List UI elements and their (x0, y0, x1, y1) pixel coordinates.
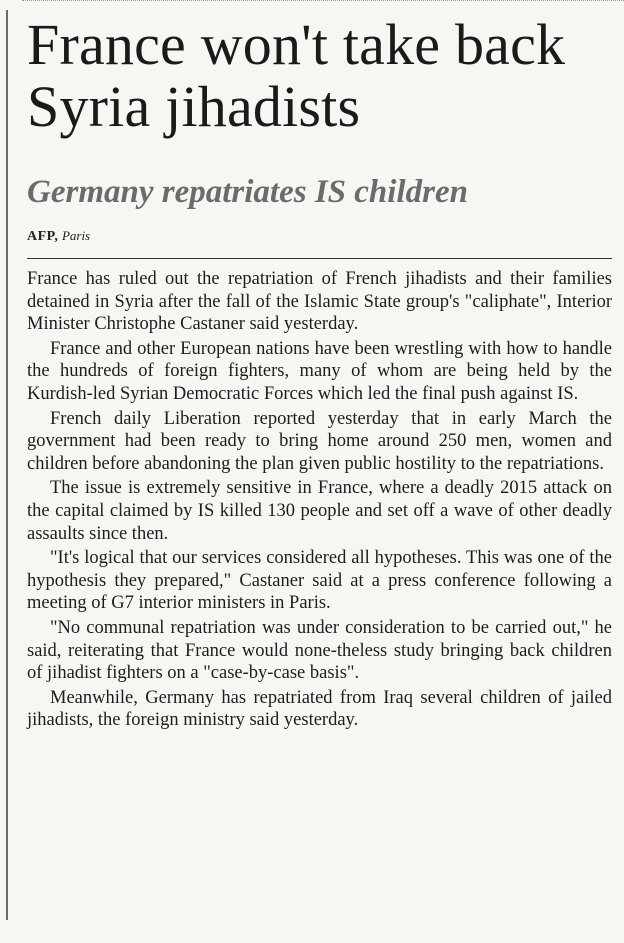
article-paragraph: French daily Liberation reported yesterday that in early March the government had been ready to bring home around 250 men, women and children before abandoning the plan given public hostility to the repatriations. (27, 408, 612, 474)
article-paragraph: "It's logical that our services considered all hypotheses. This was one of the hypothesis they prepared," Castaner said at a press conference following a meeting of G7 interior ministers in Paris. (27, 548, 612, 614)
byline (27, 228, 90, 245)
subheadline: Germany repatriates IS children (27, 174, 468, 210)
article-paragraph: France and other European nations have been wrestling with how to handle the hundreds of foreign fighters, many of whom are being held by the Kurdish-led Syrian Democratic Forces which led the final push against IS. (27, 338, 612, 404)
column-left-border (6, 10, 8, 920)
byline-location: Paris (61, 228, 91, 243)
headline-divider (27, 258, 612, 259)
headline: France won't take back Syria jihadists (27, 12, 566, 139)
article-paragraph: "No communal repatriation was under consideration to be carried out," he said, reiterating that France would none-theless study bringing back children of jihadist fighters on a "case-by-case basis". (27, 617, 612, 684)
article-paragraph: The issue is extremely sensitive in France, where a deadly 2015 attack on the capital claimed by IS killed 130 people and set off a wave of other deadly assaults since then. (27, 478, 612, 544)
article-paragraph: France has ruled out the repatriation of French jihadists and their families detained in Syria after the fall of the Islamic State group's "caliphate", Interior Minister Christophe Castaner said yesterday. (27, 269, 612, 335)
byline-agency: AFP, (27, 229, 59, 244)
top-dotted-rule (22, 0, 624, 1)
article-paragraph: Meanwhile, Germany has repatriated from Iraq several children of jailed jihadists, the foreign ministry said yesterday. (27, 687, 612, 731)
article-body (27, 268, 612, 734)
